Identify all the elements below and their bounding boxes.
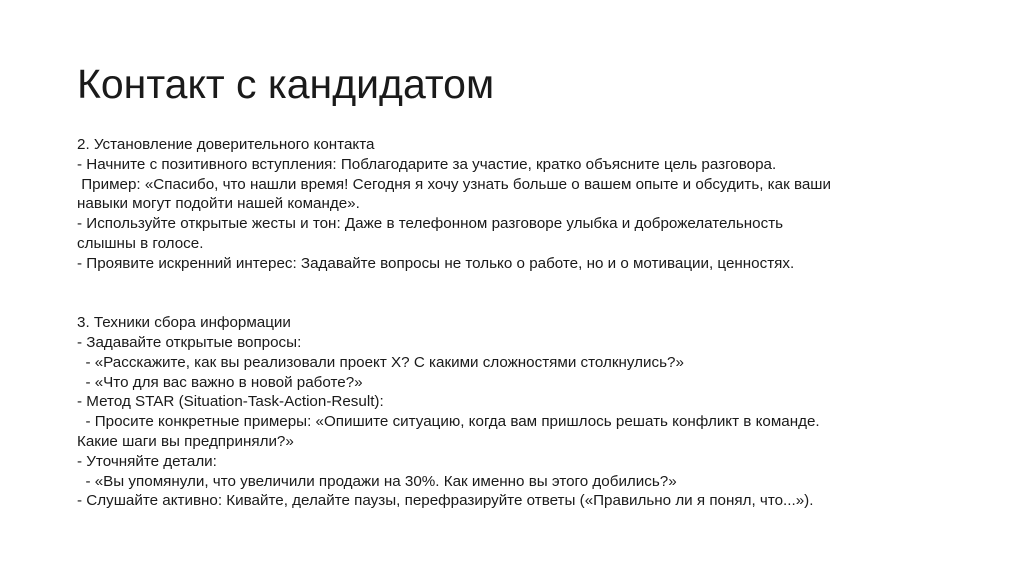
- body-line: - Используйте открытые жесты и тон: Даже в телефонном разговоре улыбка и доброжелательность: [77, 215, 784, 233]
- body-line: - Просите конкретные примеры: «Опишите ситуацию, когда вам пришлось решать конфликт в команде.: [77, 413, 820, 431]
- section-heading: 2. Установление доверительного контакта: [77, 136, 375, 153]
- slide-title: Контакт с кандидатом: [77, 61, 495, 107]
- section-info-gathering: [77, 313, 977, 511]
- body-line: навыки могут подойти нашей команде».: [77, 195, 360, 213]
- body-line: - «Расскажите, как вы реализовали проект X? С какими сложностями столкнулись?»: [77, 353, 684, 371]
- body-line: слышны в голосе.: [77, 234, 204, 252]
- slide-body: [77, 135, 977, 511]
- section-trust-building: [77, 135, 977, 274]
- body-line: Пример: «Спасибо, что нашли время! Сегодня я хочу узнать больше о вашем опыте и обсудить, как ваши: [77, 175, 831, 193]
- section-gap: [77, 274, 977, 314]
- body-line: - Метод STAR (Situation-Task-Action-Result):: [77, 393, 384, 411]
- section-heading: 3. Техники сбора информации: [77, 314, 291, 332]
- body-line: Какие шаги вы предприняли?»: [77, 432, 294, 450]
- body-line: - Начните с позитивного вступления: Поблагодарите за участие, кратко объясните цель разговора.: [77, 155, 777, 173]
- body-line: - «Что для вас важно в новой работе?»: [77, 373, 363, 391]
- body-line: - «Вы упомянули, что увеличили продажи на 30%. Как именно вы этого добились?»: [77, 472, 677, 490]
- body-line: - Задавайте открытые вопросы:: [77, 333, 302, 351]
- body-line: - Уточняйте детали:: [77, 452, 217, 470]
- body-line: - Слушайте активно: Кивайте, делайте паузы, перефразируйте ответы («Правильно ли я понял, что...»).: [77, 492, 814, 510]
- body-line: - Проявите искренний интерес: Задавайте вопросы не только о работе, но и о мотивации, ценностях.: [77, 254, 795, 272]
